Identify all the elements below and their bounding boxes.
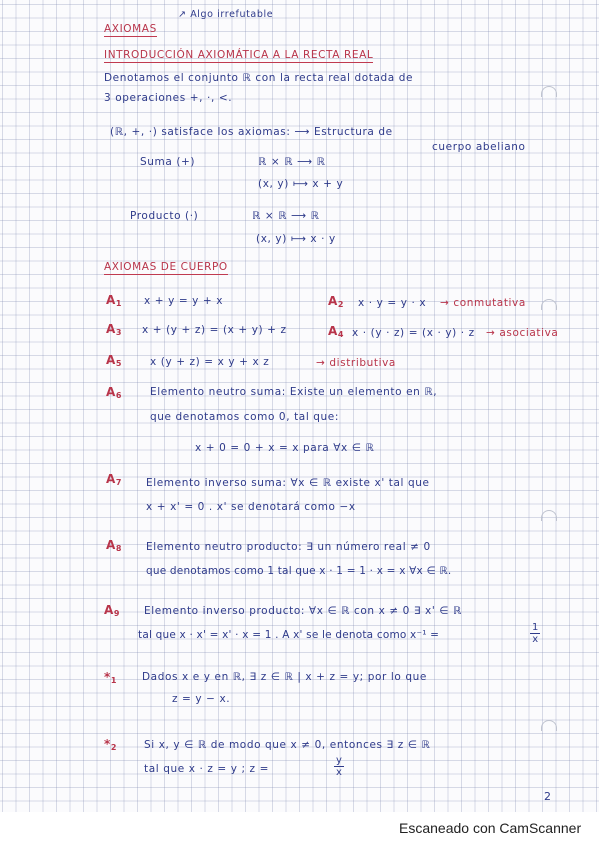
axiom-label-a3: $A_3$: [106, 322, 123, 337]
binder-hole-mark: [541, 720, 557, 731]
field-statement: (ℝ, +, ·) satisface los axiomas: ⟶ Estructura de: [110, 126, 393, 138]
title-annotation: ↗ Algo irrefutable: [178, 9, 274, 20]
product-rule: (x, y) ⟼ x · y: [256, 233, 336, 245]
axiom-a9-fraction: [530, 622, 540, 645]
product-label: Producto (·): [130, 210, 199, 222]
consequence-label-1: $*_1$: [104, 670, 118, 685]
field-statement-cont: cuerpo abeliano: [432, 141, 526, 153]
page-title: AXIOMAS: [104, 23, 157, 35]
axiom-label-a6: $A_6$: [106, 385, 123, 400]
axiom-label-a8: $A_8$: [106, 538, 123, 553]
axiom-label-a5: $A_5$: [106, 353, 123, 368]
axiom-a4-text: x · (y · z) = (x · y) · z: [352, 327, 475, 339]
axiom-a6-line-2: que denotamos como 0, tal que:: [150, 411, 339, 423]
intro-line-1: Denotamos el conjunto ℝ con la recta real dotada de: [104, 72, 414, 84]
section-title-intro: INTRODUCCIÓN AXIOMÁTICA A LA RECTA REAL: [104, 49, 374, 61]
page-number: 2: [544, 790, 551, 803]
axiom-label-a9: $A_9$: [104, 603, 121, 618]
fraction-numerator: y: [336, 755, 342, 766]
axiom-a6-line-1: Elemento neutro suma: Existe un elemento en ℝ,: [150, 386, 438, 398]
sum-label: Suma (+): [140, 156, 196, 168]
sum-rule: (x, y) ⟼ x + y: [258, 178, 344, 190]
axiom-a6-line-3: x + 0 = 0 + x = x para ∀x ∈ ℝ: [195, 442, 375, 454]
binder-hole-mark: [541, 86, 557, 97]
axiom-a2-text: x · y = y · x: [358, 297, 427, 309]
axiom-a5-note: → distributiva: [316, 357, 396, 369]
axiom-a7-line-1: Elemento inverso suma: ∀x ∈ ℝ existe x' tal que: [146, 477, 430, 489]
sum-map: ℝ × ℝ ⟶ ℝ: [258, 156, 326, 168]
axiom-label-a7: $A_7$: [106, 472, 123, 487]
axiom-a4-note: → asociativa: [486, 327, 559, 339]
axiom-a7-line-2: x + x' = 0 . x' se denotará como −x: [146, 501, 356, 513]
axiom-a1-text: x + y = y + x: [144, 295, 224, 307]
consequence-1-line-2: z = y − x.: [172, 693, 231, 705]
consequence-2-line-2: tal que x · z = y ; z =: [144, 763, 270, 775]
consequence-label-2: $*_2$: [104, 737, 118, 752]
fraction-denominator: x: [532, 634, 539, 645]
fraction-denominator: x: [336, 767, 342, 778]
binder-hole-mark: [541, 510, 557, 521]
axiom-label-a4: $A_4$: [328, 324, 345, 339]
axiom-a5-text: x (y + z) = x y + x z: [150, 356, 270, 368]
axiom-a3-text: x + (y + z) = (x + y) + z: [142, 324, 287, 336]
section-title-axioms: AXIOMAS DE CUERPO: [104, 261, 228, 273]
consequence-2-fraction: [334, 755, 344, 778]
consequence-1-line-1: Dados x e y en ℝ, ∃ z ∈ ℝ | x + z = y; por lo que: [142, 671, 427, 683]
intro-line-2: 3 operaciones +, ·, <.: [104, 92, 233, 104]
axiom-label-a2: $A_2$: [328, 294, 345, 309]
fraction-numerator: 1: [532, 622, 539, 633]
binder-hole-mark: [541, 299, 557, 310]
title-annotation-text: Algo irrefutable: [190, 9, 274, 20]
scanner-watermark: Escaneado con CamScanner: [399, 820, 582, 836]
axiom-a9-line-2: tal que x · x' = x' · x = 1 . A x' se le denota como x⁻¹ =: [138, 629, 440, 641]
axiom-label-a1: $A_1$: [106, 293, 123, 308]
axiom-a8-line-1: Elemento neutro producto: ∃ un número real ≠ 0: [146, 541, 431, 553]
axiom-a2-note: → conmutativa: [440, 297, 526, 309]
consequence-2-line-1: Si x, y ∈ ℝ de modo que x ≠ 0, entonces ∃ z ∈ ℝ: [144, 739, 431, 751]
product-map: ℝ × ℝ ⟶ ℝ: [252, 210, 320, 222]
axiom-a8-line-2: que denotamos como 1 tal que x · 1 = 1 · x = x ∀x ∈ ℝ.: [146, 565, 452, 577]
axiom-a9-line-1: Elemento inverso producto: ∀x ∈ ℝ con x ≠ 0 ∃ x' ∈ ℝ: [144, 605, 462, 617]
